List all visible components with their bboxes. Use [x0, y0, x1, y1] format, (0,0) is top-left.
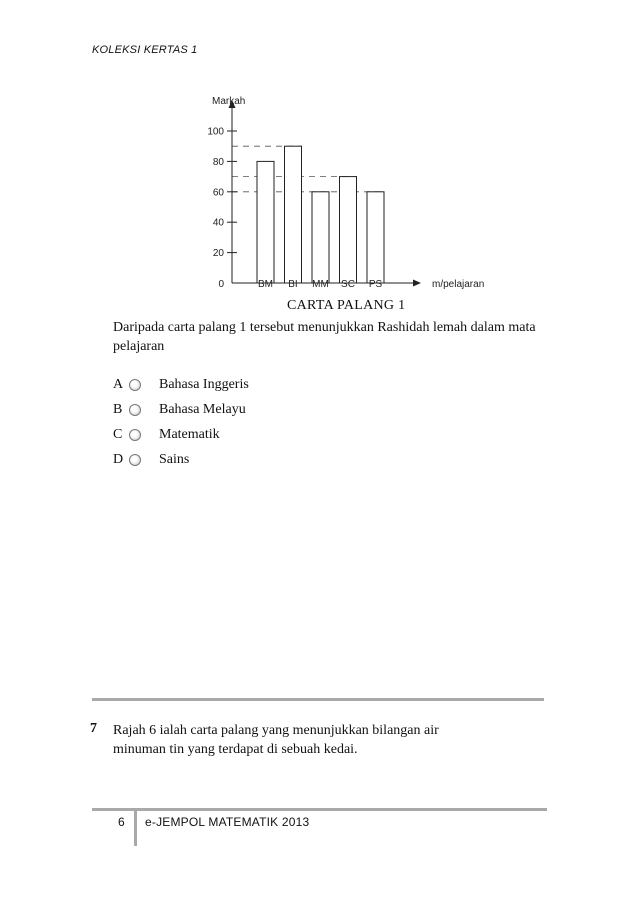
option-letter: C: [113, 426, 123, 442]
x-axis-label: m/pelajaran: [432, 279, 485, 290]
chart-caption: CARTA PALANG 1: [287, 298, 406, 313]
option-text: Bahasa Melayu: [159, 401, 246, 417]
option-letter: D: [113, 451, 124, 467]
bar-bi: [285, 146, 302, 283]
radio-icon[interactable]: [129, 404, 141, 416]
x-tick-label: PS: [368, 279, 383, 290]
option-text: Sains: [159, 451, 190, 467]
x-axis-arrow-icon: [413, 280, 421, 287]
x-tick-label: SC: [341, 279, 355, 290]
y-tick-label: 40: [212, 217, 224, 229]
radio-icon[interactable]: [129, 429, 141, 441]
answer-options: [113, 372, 249, 472]
option-text: Matematik: [159, 426, 220, 442]
bar-chart: [180, 88, 510, 300]
radio-icon[interactable]: [129, 454, 141, 466]
option-a[interactable]: [113, 372, 249, 397]
option-b[interactable]: [113, 397, 249, 422]
question-7-text: Rajah 6 ialah carta palang yang menunjukkan bilangan air minuman tin yang terdapat di sebuah kedai.: [113, 723, 439, 757]
x-tick-label: MM: [312, 279, 329, 290]
x-tick-label: BM: [258, 279, 273, 290]
section-divider: [92, 698, 544, 701]
option-text: Bahasa Inggeris: [159, 376, 249, 392]
bar-bm: [257, 161, 274, 283]
option-c[interactable]: [113, 422, 249, 447]
bar-ps: [367, 192, 384, 283]
x-tick-label: BI: [288, 279, 298, 290]
y-tick-label: 60: [212, 187, 224, 199]
option-d[interactable]: [113, 447, 249, 472]
page-header: KOLEKSI KERTAS 1: [92, 44, 198, 56]
y-tick-label: 80: [212, 156, 224, 168]
page-number: 6: [118, 815, 125, 829]
option-letter: A: [113, 376, 124, 392]
footer-title: e-JEMPOL MATEMATIK 2013: [145, 815, 310, 829]
question-6-text: Daripada carta palang 1 tersebut menunjukkan Rashidah lemah dalam mata pelajaran: [113, 320, 536, 354]
question-7-number: 7: [90, 721, 97, 736]
y-axis-label: Markah: [212, 96, 246, 107]
y-tick-label: 100: [207, 126, 224, 138]
radio-icon[interactable]: [129, 379, 141, 391]
footer-vertical-divider: [134, 808, 137, 846]
footer-divider: [92, 808, 547, 811]
origin-label: 0: [218, 279, 224, 290]
bar-mm: [312, 192, 329, 283]
option-letter: B: [113, 401, 123, 417]
bar-sc: [340, 177, 357, 283]
y-tick-label: 20: [212, 248, 224, 260]
